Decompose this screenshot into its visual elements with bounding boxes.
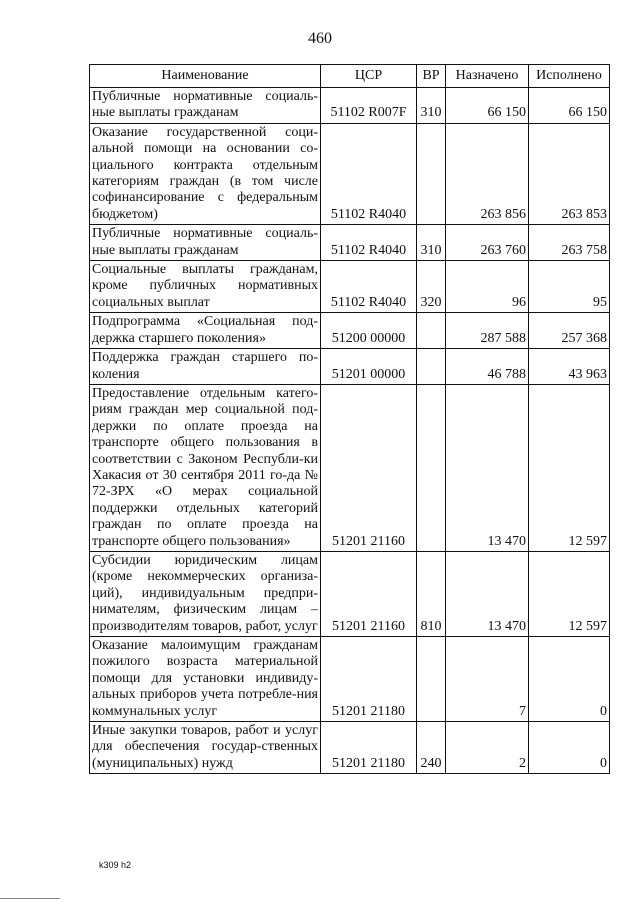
header-assigned: Назначено: [446, 65, 529, 88]
row-name: Предоставление отдельным катего-риям граждан мер социальной под-держки по оплате проезда на транспорте общего пользования в соответствии с Законом Республи-ки Хакасия от 30 сентября 2011 го-да № 72-ЗРХ «О мерах социальной поддержки отдельных категорий граждан по оплате проезда на транспорте общего пользования»: [90, 384, 321, 551]
table-row: [90, 722, 610, 774]
row-csr: 51201 21160: [321, 384, 417, 551]
row-csr: 51102 R007F: [321, 88, 417, 124]
row-executed: 12 597: [529, 551, 610, 636]
row-executed: 95: [529, 261, 610, 313]
row-name: Публичные нормативные социаль-ные выплаты гражданам: [90, 225, 321, 261]
row-assigned: 2: [446, 722, 529, 774]
table-row: [90, 637, 610, 722]
row-name: Поддержка граждан старшего по-коления: [90, 349, 321, 385]
row-assigned: 263 760: [446, 225, 529, 261]
row-csr: 51200 00000: [321, 313, 417, 349]
row-name: Публичные нормативные социаль-ные выплаты гражданам: [90, 88, 321, 124]
row-vr: [417, 313, 446, 349]
row-vr: 240: [417, 722, 446, 774]
row-name: Социальные выплаты гражданам, кроме публичных нормативных социальных выплат: [90, 261, 321, 313]
row-executed: 0: [529, 637, 610, 722]
row-assigned: 7: [446, 637, 529, 722]
row-executed: 257 368: [529, 313, 610, 349]
footer-code: k309 h2: [99, 860, 132, 870]
row-vr: [417, 349, 446, 385]
table-header-row: [90, 65, 610, 88]
header-executed: Исполнено: [529, 65, 610, 88]
table-row: [90, 88, 610, 124]
budget-table: [89, 64, 610, 774]
row-csr: 51201 21180: [321, 637, 417, 722]
table-row: [90, 349, 610, 385]
table-row: [90, 551, 610, 636]
row-vr: [417, 637, 446, 722]
page-number: 460: [308, 30, 332, 47]
table-row: [90, 384, 610, 551]
row-name: Подпрограмма «Социальная под-держка старшего поколения»: [90, 313, 321, 349]
row-name: Оказание малоимущим гражданам пожилого возраста материальной помощи для установки индивиду-альных приборов учета потребле-ния коммунальных услуг: [90, 637, 321, 722]
row-vr: 810: [417, 551, 446, 636]
row-assigned: 66 150: [446, 88, 529, 124]
row-vr: 320: [417, 261, 446, 313]
header-csr: ЦСР: [321, 65, 417, 88]
row-executed: 43 963: [529, 349, 610, 385]
row-assigned: 46 788: [446, 349, 529, 385]
row-name: Иные закупки товаров, работ и услуг для обеспечения государ-ственных (муниципальных) нужд: [90, 722, 321, 774]
row-assigned: 263 856: [446, 123, 529, 224]
row-csr: 51102 R4040: [321, 225, 417, 261]
row-name: Субсидии юридическим лицам (кроме некоммерческих организа-ций), индивидуальным предпри-нимателям, физическим лицам – производителям товаров, работ, услуг: [90, 551, 321, 636]
row-assigned: 13 470: [446, 551, 529, 636]
row-assigned: 13 470: [446, 384, 529, 551]
row-csr: 51201 21180: [321, 722, 417, 774]
table-row: [90, 225, 610, 261]
row-csr: 51201 00000: [321, 349, 417, 385]
row-assigned: 96: [446, 261, 529, 313]
row-vr: [417, 384, 446, 551]
row-name: Оказание государственной соци-альной помощи на основании со-циального контракта отдельным категориям граждан (в том числе софинансирование с федеральным бюджетом): [90, 123, 321, 224]
header-vr: ВР: [417, 65, 446, 88]
row-executed: 0: [529, 722, 610, 774]
table-row: [90, 313, 610, 349]
row-executed: 263 758: [529, 225, 610, 261]
row-csr: 51102 R4040: [321, 261, 417, 313]
row-csr: 51102 R4040: [321, 123, 417, 224]
row-csr: 51201 21160: [321, 551, 417, 636]
table-row: [90, 261, 610, 313]
row-executed: 263 853: [529, 123, 610, 224]
page-edge-line: [0, 898, 60, 899]
row-executed: 12 597: [529, 384, 610, 551]
row-assigned: 287 588: [446, 313, 529, 349]
row-vr: 310: [417, 225, 446, 261]
header-name: Наименование: [90, 65, 321, 88]
row-vr: 310: [417, 88, 446, 124]
row-vr: [417, 123, 446, 224]
row-executed: 66 150: [529, 88, 610, 124]
table-row: [90, 123, 610, 224]
